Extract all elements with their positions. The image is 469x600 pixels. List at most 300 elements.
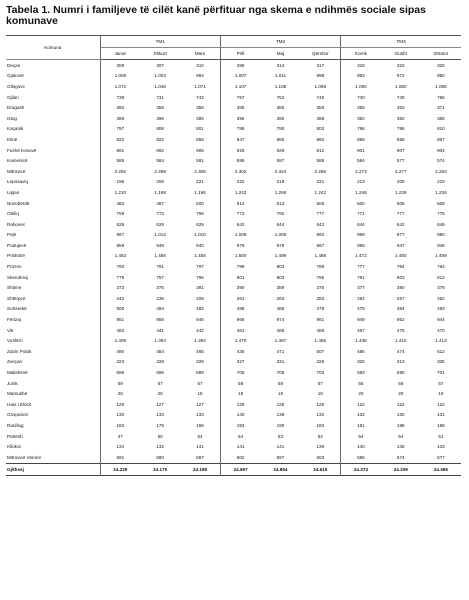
total-label: Gjithsej xyxy=(6,463,100,475)
table-cell: 325 xyxy=(341,357,381,368)
table-cell: 129 xyxy=(220,399,260,410)
month-header: Qershor xyxy=(301,48,341,60)
table-cell: 261 xyxy=(220,293,260,304)
table-title: Tabela 1. Numri i familjeve të cilët kanë përfituar nga skema e ndihmës sociale sipas komunave xyxy=(6,4,426,27)
table-cell: 955 xyxy=(341,240,381,251)
table-cell: 57 xyxy=(317,380,323,386)
table-cell: 326 xyxy=(437,62,445,68)
table-cell: 57 xyxy=(438,380,444,386)
table-cell: 467 xyxy=(341,325,381,336)
table-cell: 190 xyxy=(276,422,285,428)
table-cell: 193 xyxy=(220,420,260,431)
table-cell: 847 xyxy=(220,134,260,145)
table-cell: 309 xyxy=(100,60,140,71)
table-cell: 904 xyxy=(437,147,445,153)
table-cell: 19 xyxy=(277,391,284,397)
table-cell: 1.467 xyxy=(274,338,287,344)
table-cell: 2.277 xyxy=(395,168,407,174)
table-cell: 328 xyxy=(156,359,164,365)
table-cell: 18 xyxy=(197,391,203,397)
municipality-name: Gjakovë xyxy=(7,73,24,79)
table-cell: 577 xyxy=(396,158,405,164)
municipality-name: Gllogovc xyxy=(7,83,25,89)
month-header: Prill xyxy=(220,48,260,60)
table-cell: 974 xyxy=(276,317,285,323)
table-cell: 798 xyxy=(396,126,405,132)
table-cell: 803 xyxy=(396,274,405,280)
table-cell: 389 xyxy=(100,113,140,124)
table-cell: 331 xyxy=(276,359,285,365)
table-cell: 1.107 xyxy=(220,81,260,92)
table-cell: 629 xyxy=(196,221,204,227)
table-cell: 479 xyxy=(341,304,381,315)
total-cell: 24.615 xyxy=(301,463,341,475)
table-cell: 513 xyxy=(276,200,285,206)
quarter-header: TM2 xyxy=(220,36,340,48)
table-cell: 313 xyxy=(396,359,405,365)
table-row xyxy=(6,420,461,431)
month-header: Shkurt xyxy=(140,48,180,60)
table-cell: 132 xyxy=(316,412,325,418)
table-cell: 892 xyxy=(156,147,164,153)
social-assistance-table xyxy=(6,35,461,476)
table-cell: 1.210 xyxy=(100,187,140,198)
table-cell: 130 xyxy=(100,410,140,421)
month-header: Janar xyxy=(100,48,140,60)
table-cell: 1.046 xyxy=(154,83,166,89)
municipality-name: Obiliq xyxy=(7,211,19,217)
table-row xyxy=(6,293,461,304)
table-cell: 642 xyxy=(396,221,405,227)
table-cell: 947 xyxy=(396,242,405,248)
table-cell: 182 xyxy=(100,420,140,431)
table-cell: 505 xyxy=(396,200,405,206)
table-row xyxy=(6,92,461,103)
table-cell: 1.480 xyxy=(395,253,407,259)
table-cell: 769 xyxy=(100,208,140,219)
table-cell: 912 xyxy=(316,147,325,153)
table-cell: 358 xyxy=(196,105,204,111)
table-row xyxy=(6,177,461,188)
table-cell: 54 xyxy=(341,431,381,442)
table-cell: 213 xyxy=(341,177,381,188)
table-cell: 1.455 xyxy=(314,338,327,344)
table-cell: 775 xyxy=(437,211,445,217)
table-cell: 979 xyxy=(220,240,260,251)
municipality-name: Zveçan xyxy=(7,359,23,365)
table-cell: 186 xyxy=(396,422,405,428)
table-cell: 706 xyxy=(276,370,285,376)
table-cell: 1.080 xyxy=(395,83,407,89)
table-cell: 327 xyxy=(220,357,260,368)
municipality-name: Shtërpcë xyxy=(7,295,26,301)
total-cell: 24.496 xyxy=(421,463,461,475)
municipality-name: Kamenicë xyxy=(7,158,28,164)
table-cell: 901 xyxy=(341,145,381,156)
table-cell: 442 xyxy=(196,327,204,333)
table-cell: 764 xyxy=(437,264,445,270)
table-cell: 355 xyxy=(341,102,381,113)
table-cell: 1.472 xyxy=(341,251,381,262)
table-cell: 629 xyxy=(156,221,164,227)
table-cell: 810 xyxy=(437,126,445,132)
table-cell: 253 xyxy=(316,295,325,301)
table-cell: 1.463 xyxy=(100,251,140,262)
table-cell: 471 xyxy=(276,348,285,354)
table-cell: 771 xyxy=(341,208,381,219)
table-cell: 706 xyxy=(220,367,260,378)
table-cell: 133 xyxy=(437,444,445,450)
table-cell: 219 xyxy=(437,179,445,185)
total-cell: 24.229 xyxy=(100,463,140,475)
table-row xyxy=(6,399,461,410)
table-cell: 133 xyxy=(156,412,164,418)
table-cell: 977 xyxy=(396,232,405,238)
table-row xyxy=(6,251,461,262)
table-cell: 385 xyxy=(196,115,204,121)
table-row xyxy=(6,81,461,92)
table-cell: 797 xyxy=(196,264,204,270)
table-cell: 1.266 xyxy=(274,189,287,195)
table-cell: 209 xyxy=(396,179,405,185)
municipality-name: Malishevë xyxy=(7,370,28,376)
table-cell: 860 xyxy=(316,136,325,142)
municipality-name: Skenderaj xyxy=(7,274,28,280)
table-cell: 731 xyxy=(156,94,164,100)
month-header: Maj xyxy=(260,48,300,60)
table-row xyxy=(6,134,461,145)
table-cell: 56 xyxy=(398,380,404,386)
table-cell: 574 xyxy=(396,454,405,460)
table-cell: 50 xyxy=(157,433,163,439)
table-cell: 254 xyxy=(341,293,381,304)
table-cell: 493 xyxy=(437,306,445,312)
table-cell: 506 xyxy=(316,200,325,206)
komuna-header: Komuna xyxy=(6,36,100,60)
table-cell: 490 xyxy=(100,346,140,357)
table-cell: 577 xyxy=(437,454,445,460)
table-cell: 603 xyxy=(316,454,325,460)
table-row xyxy=(6,282,461,293)
table-cell: 500 xyxy=(341,198,381,209)
table-cell: 136 xyxy=(396,444,405,450)
table-cell: 483 xyxy=(100,198,140,209)
table-cell: 19 xyxy=(438,391,444,397)
table-cell: 371 xyxy=(437,105,445,111)
table-cell: 1.008 xyxy=(100,71,140,82)
table-cell: 856 xyxy=(341,134,381,145)
table-cell: 801 xyxy=(196,126,204,132)
table-cell: 47 xyxy=(100,431,140,442)
table-cell: 643 xyxy=(220,219,260,230)
table-cell: 738 xyxy=(100,92,140,103)
table-cell: 1.500 xyxy=(220,251,260,262)
table-cell: 574 xyxy=(437,158,445,164)
table-cell: 257 xyxy=(396,295,405,301)
table-cell: 951 xyxy=(100,314,140,325)
table-cell: 966 xyxy=(220,314,260,325)
table-cell: 972 xyxy=(396,73,405,79)
municipality-name: Mamushë xyxy=(7,391,28,397)
municipality-name: Gjilan xyxy=(7,94,19,100)
table-row xyxy=(6,71,461,82)
table-cell: 2.289 xyxy=(154,168,166,174)
table-cell: 475 xyxy=(396,327,405,333)
table-row xyxy=(6,304,461,315)
table-cell: 388 xyxy=(316,115,325,121)
table-cell: 389 xyxy=(276,285,285,291)
municipality-name: Graçanicë xyxy=(7,412,28,418)
month-header: Shtator xyxy=(421,48,461,60)
table-cell: 156 xyxy=(196,422,204,428)
table-cell: 740 xyxy=(341,92,381,103)
table-cell: 141 xyxy=(196,444,204,450)
table-cell: 470 xyxy=(437,327,445,333)
table-cell: 512 xyxy=(437,348,445,354)
table-cell: 1.072 xyxy=(100,81,140,92)
table-cell: 55 xyxy=(341,378,381,389)
table-row xyxy=(6,166,461,177)
table-cell: 310 xyxy=(196,62,204,68)
table-cell: 358 xyxy=(156,105,164,111)
table-cell: 360 xyxy=(100,102,140,113)
table-cell: 286 xyxy=(220,60,260,71)
table-cell: 855 xyxy=(196,136,204,142)
table-cell: 382 xyxy=(396,115,405,121)
table-cell: 580 xyxy=(156,454,164,460)
table-cell: 946 xyxy=(437,242,445,248)
table-cell: 458 xyxy=(316,327,325,333)
table-cell: 396 xyxy=(220,113,260,124)
table-cell: 1.003 xyxy=(154,73,166,79)
table-cell: 484 xyxy=(156,348,164,354)
table-cell: 597 xyxy=(276,158,285,164)
table-cell: 585 xyxy=(341,452,381,463)
table-cell: 689 xyxy=(196,370,204,376)
table-cell: 133 xyxy=(196,412,204,418)
table-cell: 1.071 xyxy=(194,83,206,89)
table-cell: 644 xyxy=(276,221,285,227)
table-cell: 799 xyxy=(220,261,260,272)
table-cell: 128 xyxy=(276,401,285,407)
table-cell: 359 xyxy=(316,105,325,111)
table-cell: 644 xyxy=(341,219,381,230)
table-cell: 196 xyxy=(100,177,140,188)
table-cell: 969 xyxy=(341,230,381,241)
municipality-name: Pejë xyxy=(7,232,17,238)
table-cell: 132 xyxy=(156,444,164,450)
table-cell: 994 xyxy=(196,73,204,79)
table-cell: 209 xyxy=(156,179,164,185)
table-cell: 314 xyxy=(276,62,285,68)
table-cell: 1.011 xyxy=(274,73,287,79)
table-cell: 798 xyxy=(341,124,381,135)
table-cell: 587 xyxy=(196,454,204,460)
table-cell: 822 xyxy=(100,134,140,145)
table-cell: 777 xyxy=(341,261,381,272)
table-cell: 1.007 xyxy=(220,71,260,82)
municipality-name: Lipjan xyxy=(7,189,20,195)
table-cell: 967 xyxy=(100,230,140,241)
municipality-name: Ranillug xyxy=(7,422,24,428)
table-cell: 1.438 xyxy=(341,335,381,346)
table-cell: 396 xyxy=(156,115,164,121)
table-cell: 777 xyxy=(396,211,405,217)
table-cell: 317 xyxy=(316,62,325,68)
table-cell: 693 xyxy=(341,367,381,378)
table-row xyxy=(6,272,461,283)
municipality-name: Kllokot xyxy=(7,444,21,450)
table-row xyxy=(6,113,461,124)
table-cell: 2.286 xyxy=(314,168,327,174)
table-cell: 866 xyxy=(276,136,285,142)
table-cell: 791 xyxy=(341,272,381,283)
table-row xyxy=(6,388,461,399)
table-cell: 208 xyxy=(196,295,204,301)
table-cell: 591 xyxy=(196,158,204,164)
table-cell: 452 xyxy=(100,325,140,336)
table-cell: 58 xyxy=(277,380,284,386)
table-cell: 1.243 xyxy=(220,187,260,198)
table-cell: 696 xyxy=(100,367,140,378)
municipality-name: Hani i Elezit xyxy=(7,401,32,407)
table-cell: 812 xyxy=(437,274,445,280)
table-cell: 318 xyxy=(341,60,381,71)
table-row xyxy=(6,410,461,421)
total-cell: 24.339 xyxy=(381,463,421,475)
table-cell: 485 xyxy=(276,306,285,312)
table-row xyxy=(6,208,461,219)
table-cell: 766 xyxy=(196,211,204,217)
table-cell: 588 xyxy=(316,158,325,164)
municipality-name: Suharekë xyxy=(7,306,27,312)
total-row xyxy=(6,463,461,475)
table-row xyxy=(6,357,461,368)
table-cell: 373 xyxy=(100,282,140,293)
table-cell: 54 xyxy=(220,431,260,442)
table-cell: 628 xyxy=(100,219,140,230)
municipality-name: Prishtinë xyxy=(7,253,25,259)
table-cell: 377 xyxy=(341,282,381,293)
table-cell: 441 xyxy=(156,327,164,333)
table-cell: 129 xyxy=(100,399,140,410)
municipality-name: Zubin Potok xyxy=(7,348,32,354)
table-cell: 790 xyxy=(276,126,285,132)
table-cell: 891 xyxy=(100,145,140,156)
table-cell: 584 xyxy=(156,158,164,164)
table-cell: 465 xyxy=(276,327,285,333)
table-cell: 509 xyxy=(437,200,445,206)
table-cell: 1.012 xyxy=(154,232,166,238)
table-cell: 479 xyxy=(316,306,325,312)
table-row xyxy=(6,325,461,336)
table-cell: 514 xyxy=(220,198,260,209)
table-cell: 745 xyxy=(316,94,325,100)
table-cell: 122 xyxy=(341,399,381,410)
table-cell: 789 xyxy=(316,264,325,270)
table-cell: 926 xyxy=(220,145,260,156)
table-cell: 500 xyxy=(100,304,140,315)
table-cell: 757 xyxy=(156,274,164,280)
table-cell: 740 xyxy=(396,94,405,100)
month-header: Mars xyxy=(180,48,220,60)
table-cell: 801 xyxy=(220,272,260,283)
month-header: Gusht xyxy=(381,48,421,60)
table-cell: 949 xyxy=(341,314,381,325)
municipality-name: Novobërdë xyxy=(7,200,30,206)
municipality-name: Viti xyxy=(7,327,14,333)
table-row xyxy=(6,314,461,325)
table-row xyxy=(6,441,461,452)
table-cell: 978 xyxy=(276,242,285,248)
total-cell: 24.198 xyxy=(180,463,220,475)
table-cell: 1.006 xyxy=(274,232,287,238)
table-cell: 54 xyxy=(398,433,404,439)
table-cell: 792 xyxy=(276,211,285,217)
table-cell: 20 xyxy=(341,388,381,399)
table-cell: 130 xyxy=(396,412,405,418)
table-cell: 222 xyxy=(220,177,260,188)
table-cell: 20 xyxy=(398,391,404,397)
table-cell: 126 xyxy=(316,401,325,407)
quarter-header: TM3 xyxy=(341,36,461,48)
table-cell: 218 xyxy=(276,179,285,185)
table-cell: 385 xyxy=(437,115,445,121)
table-cell: 482 xyxy=(196,306,204,312)
table-row xyxy=(6,346,461,357)
table-cell: 1.499 xyxy=(274,253,287,259)
table-cell: 20 xyxy=(157,391,163,397)
table-cell: 500 xyxy=(196,200,204,206)
table-cell: 1.098 xyxy=(314,83,327,89)
table-cell: 140 xyxy=(220,410,260,421)
table-cell: 597 xyxy=(276,454,285,460)
table-cell: 1.096 xyxy=(435,83,447,89)
table-cell: 2.308 xyxy=(194,168,206,174)
table-cell: 131 xyxy=(437,412,445,418)
table-row xyxy=(6,367,461,378)
table-row xyxy=(6,60,461,71)
table-cell: 806 xyxy=(156,126,164,132)
table-cell: 701 xyxy=(437,370,445,376)
table-cell: 263 xyxy=(276,295,285,301)
table-cell: 141 xyxy=(220,441,260,452)
table-cell: 54 xyxy=(317,433,323,439)
table-cell: 980 xyxy=(437,232,445,238)
table-cell: 952 xyxy=(396,317,405,323)
table-cell: 1.394 xyxy=(194,338,206,344)
table-cell: 764 xyxy=(396,264,405,270)
table-cell: 789 xyxy=(220,124,260,135)
table-cell: 484 xyxy=(396,306,405,312)
table-cell: 436 xyxy=(220,346,260,357)
table-cell: 765 xyxy=(196,274,204,280)
table-cell: 59 xyxy=(100,378,140,389)
table-cell: 488 xyxy=(220,304,260,315)
municipality-name: Leposaviq xyxy=(7,179,28,185)
municipality-name: Ferizaj xyxy=(7,317,21,323)
table-cell: 1.108 xyxy=(274,83,287,89)
municipality-name: Rahovec xyxy=(7,221,26,227)
table-row xyxy=(6,155,461,166)
table-cell: 392 xyxy=(341,113,381,124)
municipality-name: Prizren xyxy=(7,264,22,270)
table-row xyxy=(6,187,461,198)
table-cell: 756 xyxy=(437,94,445,100)
table-cell: 867 xyxy=(437,136,445,142)
table-row xyxy=(6,145,461,156)
table-cell: 980 xyxy=(437,73,445,79)
